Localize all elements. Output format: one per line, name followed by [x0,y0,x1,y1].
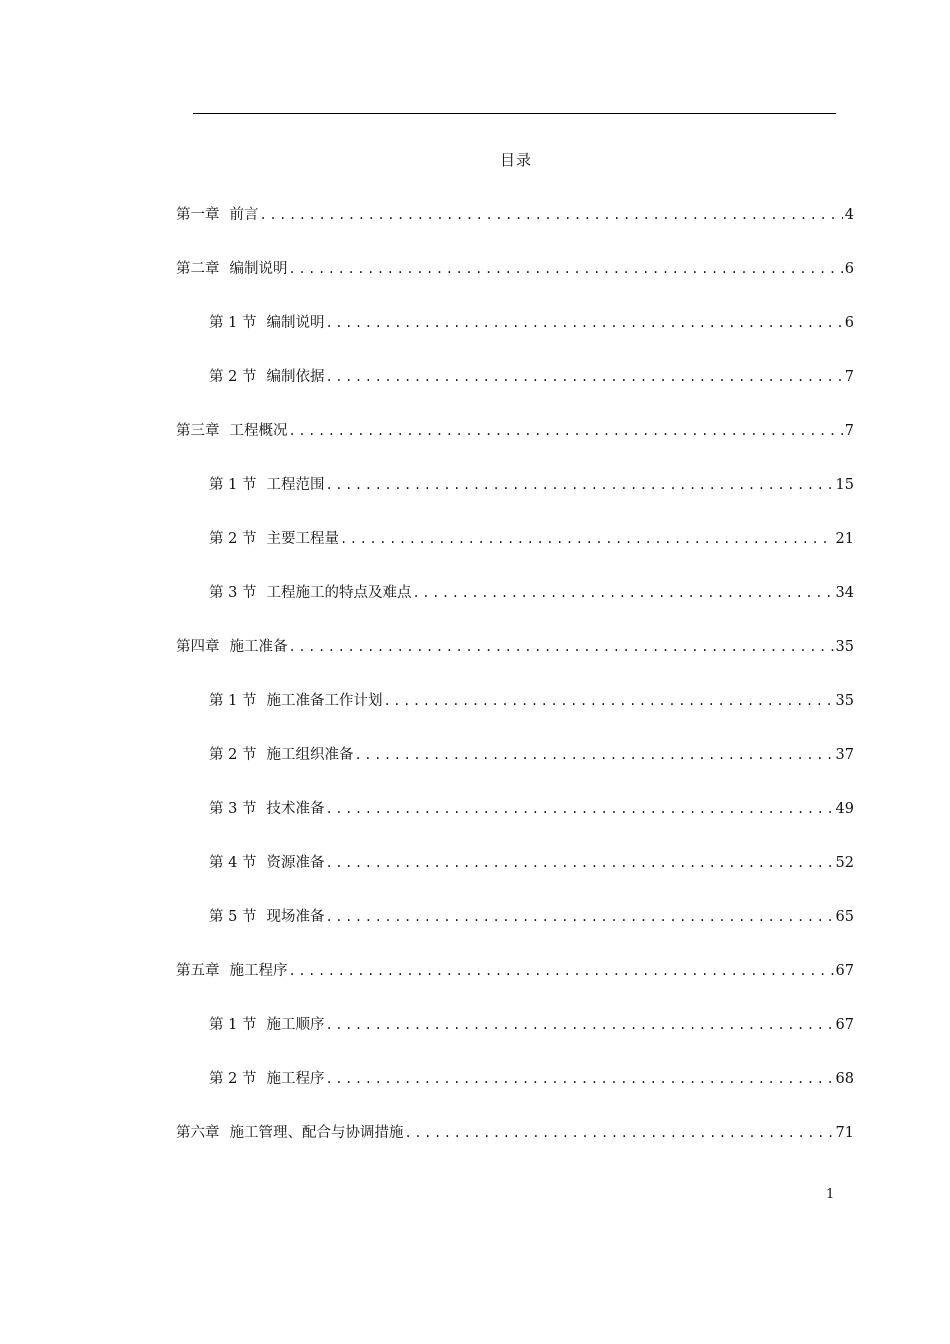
toc-entry-page: 37 [835,747,854,763]
toc-entry[interactable] [209,528,854,550]
toc-entry-label: 第 2 节 [209,747,257,763]
toc-entry-title: 施工程序 [266,1071,325,1087]
toc-entry[interactable] [209,1068,854,1090]
toc-entry-page: 34 [835,585,854,601]
toc-entry[interactable] [176,960,854,982]
toc-entry-label: 第 2 节 [209,1071,257,1087]
toc-entry-page: 71 [835,1125,854,1141]
toc-entry-title: 编制说明 [266,315,325,331]
toc-dot-leader [354,744,833,766]
toc-entry[interactable] [209,582,854,604]
toc-entry-title: 施工组织准备 [266,747,354,763]
toc-dot-leader [340,528,834,550]
toc-entry-page: 15 [835,477,854,493]
toc-entry-title: 施工顺序 [266,1017,325,1033]
toc-dot-leader [260,204,843,226]
toc-entry[interactable] [209,906,854,928]
toc-dot-leader [325,366,842,388]
toc-entry-label: 第二章 [176,261,220,277]
toc-entry-label: 第 4 节 [209,855,257,871]
toc-entry-title: 施工准备工作计划 [266,693,383,709]
toc-entry[interactable] [209,474,854,496]
toc-entry-title: 施工管理、配合与协调措施 [229,1125,404,1141]
toc-entry-label: 第 1 节 [209,477,257,493]
toc-dot-leader [412,582,833,604]
toc-entry-title: 工程施工的特点及难点 [266,585,412,601]
toc-entry-label: 第四章 [176,639,220,655]
toc-entry-label: 第 3 节 [209,585,257,601]
toc-entry-page: 67 [835,1017,854,1033]
toc-entry-title: 技术准备 [266,801,325,817]
toc-dot-leader [325,852,833,874]
toc-entry-title: 施工程序 [229,963,288,979]
toc-entry-label: 第 2 节 [209,531,257,547]
toc-dot-leader [325,906,833,928]
toc-entry-page: 65 [835,909,854,925]
toc-entry-page: 35 [835,639,854,655]
toc-entry-page: 6 [844,261,854,277]
toc-entry-page: 68 [835,1071,854,1087]
toc-dot-leader [289,420,843,442]
toc-entry-label: 第 1 节 [209,1017,257,1033]
toc-entry-label: 第三章 [176,423,220,439]
toc-entry-title: 工程范围 [266,477,325,493]
page-number: 1 [826,1187,835,1202]
toc-entry[interactable] [176,1122,854,1144]
toc-entry[interactable] [209,1014,854,1036]
toc-dot-leader [325,1014,833,1036]
toc-entry[interactable] [209,852,854,874]
toc-entry-label: 第 2 节 [209,369,257,385]
toc-entry-label: 第 1 节 [209,315,257,331]
toc-entry-label: 第 5 节 [209,909,257,925]
toc-dot-leader [289,636,834,658]
toc-entry-title: 现场准备 [266,909,325,925]
toc-entry[interactable] [176,204,854,226]
toc-entry[interactable] [209,744,854,766]
toc-entry-title: 工程概况 [229,423,288,439]
toc-entry[interactable] [176,258,854,280]
toc-entry-page: 67 [835,963,854,979]
toc-dot-leader [325,474,833,496]
toc-entry-label: 第六章 [176,1125,220,1141]
toc-dot-leader [383,690,833,712]
toc-entry-title: 主要工程量 [266,531,339,547]
toc-dot-leader [289,960,834,982]
toc-title: 目录 [499,151,532,169]
toc-entry-title: 前言 [229,207,259,223]
toc-dot-leader [289,258,843,280]
toc-dot-leader [325,1068,833,1090]
toc-entry[interactable] [176,636,854,658]
toc-entry-title: 施工准备 [229,639,288,655]
toc-entry[interactable] [176,420,854,442]
toc-entry-label: 第五章 [176,963,220,979]
toc-entry[interactable] [209,312,854,334]
toc-dot-leader [405,1122,834,1144]
toc-dot-leader [325,312,842,334]
toc-entry-label: 第一章 [176,207,220,223]
toc-entry[interactable] [209,798,854,820]
toc-entry[interactable] [209,690,854,712]
toc-entry[interactable] [209,366,854,388]
toc-entry-page: 49 [835,801,854,817]
toc-entry-page: 4 [844,207,854,223]
toc-entry-page: 7 [844,423,854,439]
toc-entry-title: 编制依据 [266,369,325,385]
toc-entry-title: 编制说明 [229,261,288,277]
toc-entry-label: 第 1 节 [209,693,257,709]
toc-entry-title: 资源准备 [266,855,325,871]
toc-entry-label: 第 3 节 [209,801,257,817]
toc-entry-page: 52 [835,855,854,871]
toc-dot-leader [325,798,833,820]
toc-entry-page: 35 [835,693,854,709]
toc-entry-page: 6 [844,315,854,331]
toc-entry-page: 21 [835,531,854,547]
toc-entry-page: 7 [844,369,854,385]
